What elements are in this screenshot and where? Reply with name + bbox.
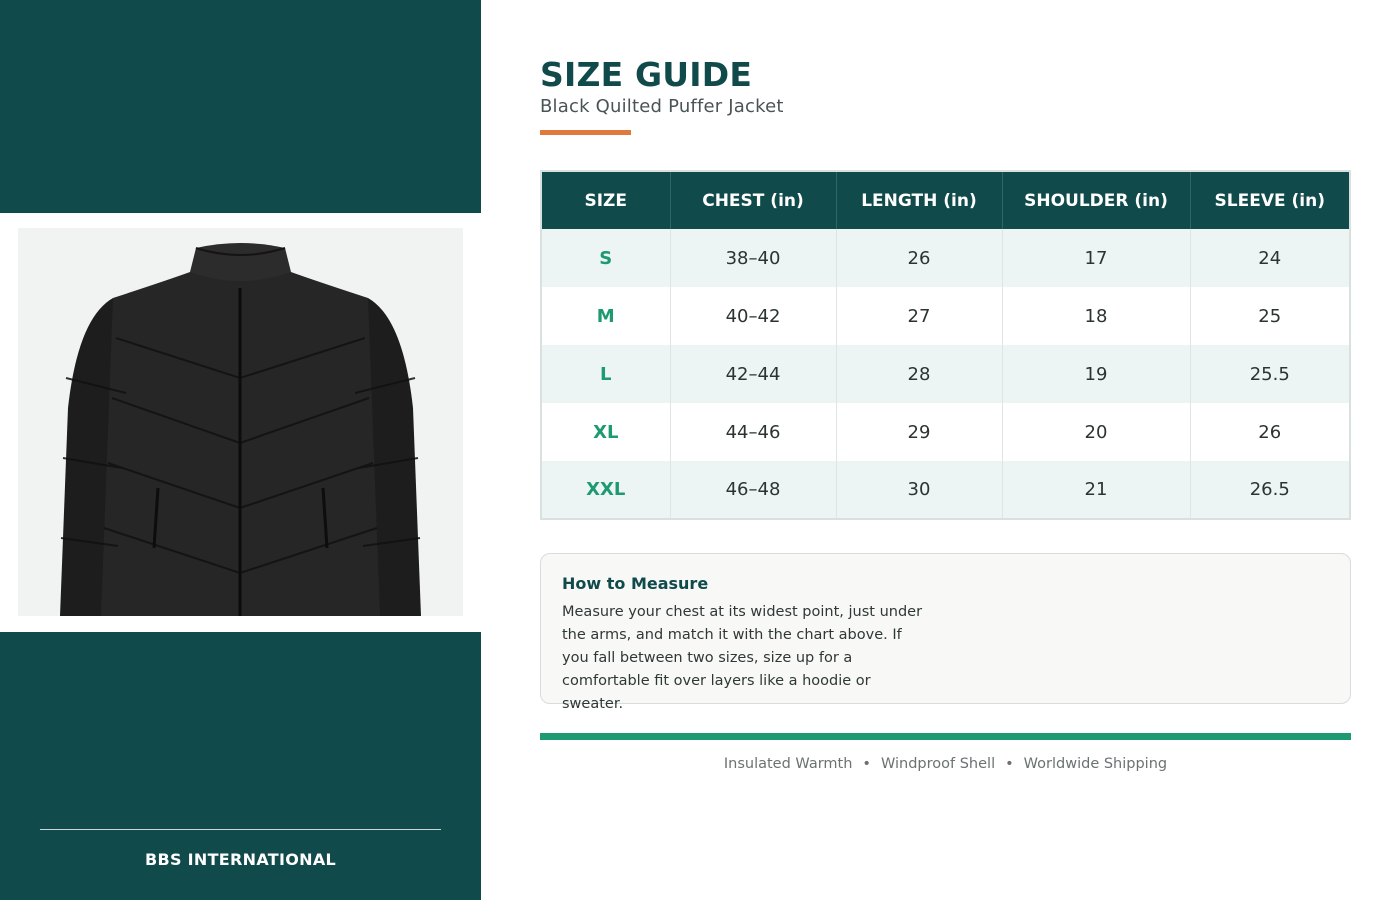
- footer-accent-bar: [540, 733, 1351, 740]
- shoulder-cell: 18: [1002, 287, 1190, 345]
- page-title: SIZE GUIDE: [540, 55, 753, 94]
- brand-name: BBS INTERNATIONAL: [144, 850, 337, 869]
- size-table: [540, 170, 1351, 520]
- sleeve-cell: 25: [1190, 287, 1350, 345]
- column-header-shoulder: SHOULDER (in): [1002, 171, 1190, 229]
- feature-item: Insulated Warmth: [723, 756, 853, 772]
- column-header-chest: CHEST (in): [670, 171, 836, 229]
- chest-cell: 40–42: [670, 287, 836, 345]
- chest-cell: 46–48: [670, 461, 836, 519]
- left-panel: [0, 0, 481, 900]
- product-photo-frame: [0, 213, 481, 632]
- measure-text: Measure your chest at its widest point, just under the arms, and match it with the chart above. If you fall between two sizes, size up for a comfortable fit over layers like a hoodie or sweater.: [562, 604, 923, 712]
- shoulder-cell: 20: [1002, 403, 1190, 461]
- sleeve-cell: 26.5: [1190, 461, 1350, 519]
- sleeve-cell: 25.5: [1190, 345, 1350, 403]
- table-row: [541, 287, 1350, 345]
- size-cell: S: [541, 229, 670, 287]
- product-subtitle: Black Quilted Puffer Jacket: [540, 96, 784, 117]
- size-cell: L: [541, 345, 670, 403]
- sleeve-cell: 24: [1190, 229, 1350, 287]
- length-cell: 29: [836, 403, 1002, 461]
- feature-item: Windproof Shell: [880, 756, 996, 772]
- table-header-row: [541, 171, 1350, 229]
- column-header-sleeve: SLEEVE (in): [1190, 171, 1350, 229]
- puffer-jacket-image: [18, 228, 463, 616]
- feature-list: [540, 756, 1351, 772]
- size-cell: XL: [541, 403, 670, 461]
- table-row: [541, 461, 1350, 519]
- column-header-length: LENGTH (in): [836, 171, 1002, 229]
- size-cell: XXL: [541, 461, 670, 519]
- feature-item: Worldwide Shipping: [1023, 756, 1168, 772]
- shoulder-cell: 21: [1002, 461, 1190, 519]
- chest-cell: 42–44: [670, 345, 836, 403]
- bullet-separator: •: [862, 756, 871, 772]
- shoulder-cell: 17: [1002, 229, 1190, 287]
- table-row: [541, 345, 1350, 403]
- size-cell: M: [541, 287, 670, 345]
- measure-title: How to Measure: [562, 574, 709, 593]
- brand-divider: [40, 829, 441, 830]
- table-row: [541, 403, 1350, 461]
- chest-cell: 38–40: [670, 229, 836, 287]
- column-header-size: SIZE: [541, 171, 670, 229]
- table-row: [541, 229, 1350, 287]
- length-cell: 30: [836, 461, 1002, 519]
- how-to-measure-card: [540, 553, 1351, 712]
- chest-cell: 44–46: [670, 403, 836, 461]
- length-cell: 28: [836, 345, 1002, 403]
- bullet-separator: •: [1005, 756, 1014, 772]
- title-accent-line: [540, 130, 631, 135]
- length-cell: 26: [836, 229, 1002, 287]
- product-photo: [18, 228, 463, 616]
- shoulder-cell: 19: [1002, 345, 1190, 403]
- length-cell: 27: [836, 287, 1002, 345]
- sleeve-cell: 26: [1190, 403, 1350, 461]
